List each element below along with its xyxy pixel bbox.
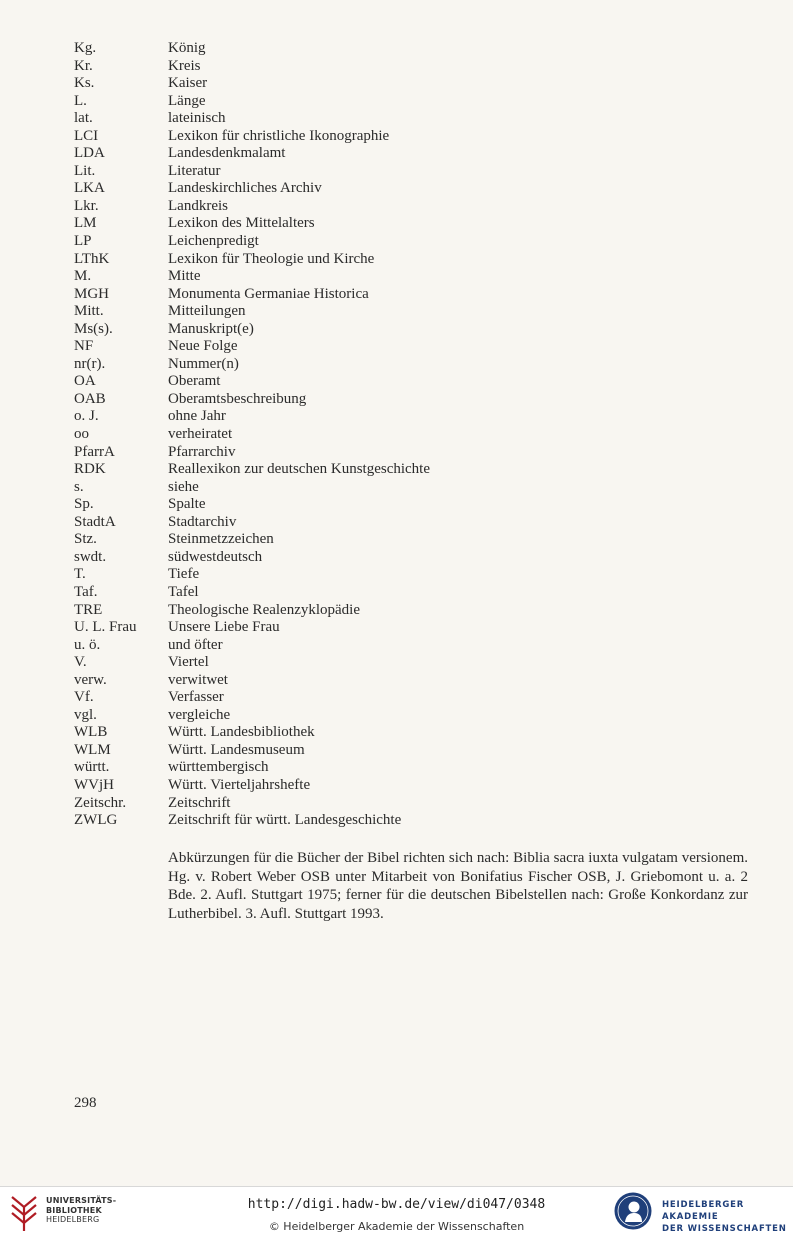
abbreviation-row bbox=[74, 724, 714, 742]
abbreviation-row bbox=[74, 128, 714, 146]
abbreviation-term: Lit. bbox=[74, 162, 96, 179]
abbreviation-meaning: Tiefe bbox=[168, 566, 200, 583]
abbreviation-row bbox=[74, 110, 714, 128]
bible-abbreviation-note: Abkürzungen für die Bücher der Bibel richten sich nach: Biblia sacra iuxta vulgatam versionem. Hg. v. Robert Weber OSB unter Mitarbeit von Bonifatius Fischer OSB, J. Griebomont u. a. 2 Bde. 2. Aufl. Stuttgart 1975; ferner für die deutschen Bibelstellen nach: Große Konkordanz zur Lutherbibel. 3. Aufl. Stuttgart 1993. bbox=[168, 850, 748, 922]
abbreviation-term: u. ö. bbox=[74, 636, 101, 653]
abbreviation-list bbox=[74, 40, 714, 830]
abbreviation-term: Stz. bbox=[74, 531, 97, 548]
abbreviation-term: L. bbox=[74, 92, 87, 109]
permalink-url[interactable]: http://digi.hadw-bw.de/view/di047/0348 bbox=[247, 1197, 546, 1212]
abbreviation-row bbox=[74, 408, 714, 426]
abbreviation-row bbox=[74, 584, 714, 602]
abbreviation-term: PfarrA bbox=[74, 443, 115, 460]
abbreviation-term: LCI bbox=[74, 127, 99, 144]
abbreviation-meaning: Kaiser bbox=[168, 75, 208, 92]
abbreviation-row bbox=[74, 479, 714, 497]
abbreviation-meaning: siehe bbox=[168, 478, 199, 495]
abbreviation-meaning: Landesdenkmalamt bbox=[168, 145, 286, 162]
abbreviation-meaning: Oberamt bbox=[168, 373, 221, 390]
abbreviation-term: Kr. bbox=[74, 57, 93, 74]
abbreviation-meaning: Literatur bbox=[168, 162, 221, 179]
abbreviation-term: LDA bbox=[74, 145, 105, 162]
abbreviation-meaning: Württ. Landesbibliothek bbox=[168, 724, 315, 741]
abbreviation-term: T. bbox=[74, 566, 86, 583]
abbreviation-row bbox=[74, 145, 714, 163]
abbreviation-meaning: verwitwet bbox=[168, 671, 228, 688]
abbreviation-row bbox=[74, 654, 714, 672]
abbreviation-meaning: Lexikon für christliche Ikonographie bbox=[168, 127, 390, 144]
abbreviation-term: OAB bbox=[74, 390, 106, 407]
abbreviation-term: o. J. bbox=[74, 408, 99, 425]
abbreviation-term: MGH bbox=[74, 285, 110, 302]
abbreviation-row bbox=[74, 303, 714, 321]
abbreviation-meaning: Landkreis bbox=[168, 197, 228, 214]
library-name-line2: BIBLIOTHEK bbox=[46, 1205, 102, 1215]
abbreviation-row bbox=[74, 321, 714, 339]
abbreviation-row bbox=[74, 180, 714, 198]
abbreviation-row bbox=[74, 58, 714, 76]
abbreviation-row bbox=[74, 812, 714, 830]
abbreviation-row bbox=[74, 338, 714, 356]
copyright-notice: © Heidelberger Akademie der Wissenschaften bbox=[268, 1220, 525, 1233]
abbreviation-meaning: und öfter bbox=[168, 636, 223, 653]
abbreviation-term: WVjH bbox=[74, 776, 114, 793]
abbreviation-term: s. bbox=[74, 478, 84, 495]
abbreviation-meaning: Lexikon des Mittelalters bbox=[168, 215, 315, 232]
abbreviation-row bbox=[74, 286, 714, 304]
abbreviation-row bbox=[74, 672, 714, 690]
abbreviation-row bbox=[74, 496, 714, 514]
abbreviation-term: Kg. bbox=[74, 40, 97, 56]
abbreviation-meaning: Manuskript(e) bbox=[168, 320, 254, 337]
academy-seal-icon bbox=[613, 1191, 653, 1231]
abbreviation-row bbox=[74, 198, 714, 216]
academy-name[interactable] bbox=[662, 1199, 793, 1235]
abbreviation-row bbox=[74, 759, 714, 777]
abbreviation-term: Zeitschr. bbox=[74, 794, 127, 811]
abbreviation-row bbox=[74, 75, 714, 93]
abbreviation-meaning: Länge bbox=[168, 92, 206, 109]
abbreviation-meaning: Oberamtsbeschreibung bbox=[168, 390, 307, 407]
abbreviation-row bbox=[74, 215, 714, 233]
abbreviation-term: Lkr. bbox=[74, 197, 99, 214]
abbreviation-term: Ks. bbox=[74, 75, 95, 92]
abbreviation-meaning: Theologische Realenzyklopädie bbox=[168, 601, 361, 618]
abbreviation-term: RDK bbox=[74, 461, 106, 478]
page-number: 298 bbox=[74, 1095, 97, 1111]
abbreviation-row bbox=[74, 637, 714, 655]
abbreviation-term: Ms(s). bbox=[74, 320, 113, 337]
abbreviation-row bbox=[74, 233, 714, 251]
abbreviation-term: Sp. bbox=[74, 496, 94, 513]
abbreviation-meaning: Viertel bbox=[168, 654, 209, 671]
abbreviation-term: Mitt. bbox=[74, 303, 104, 320]
abbreviation-term: LM bbox=[74, 215, 97, 232]
abbreviation-term: Taf. bbox=[74, 583, 98, 600]
abbreviation-term: Vf. bbox=[74, 689, 94, 706]
academy-name-line2: DER WISSENSCHAFTEN bbox=[662, 1224, 787, 1234]
abbreviation-meaning: König bbox=[168, 40, 206, 56]
abbreviation-term: V. bbox=[74, 654, 87, 671]
abbreviation-term: StadtA bbox=[74, 513, 116, 530]
abbreviation-row bbox=[74, 391, 714, 409]
abbreviation-row bbox=[74, 514, 714, 532]
abbreviation-row bbox=[74, 742, 714, 760]
abbreviation-row bbox=[74, 163, 714, 181]
abbreviation-row bbox=[74, 566, 714, 584]
abbreviation-term: ZWLG bbox=[74, 812, 118, 829]
abbreviation-meaning: Landeskirchliches Archiv bbox=[168, 180, 322, 197]
abbreviation-row bbox=[74, 689, 714, 707]
abbreviation-row bbox=[74, 602, 714, 620]
abbreviation-meaning: Reallexikon zur deutschen Kunstgeschichte bbox=[168, 461, 431, 478]
abbreviation-term: nr(r). bbox=[74, 355, 106, 372]
abbreviation-meaning: Lexikon für Theologie und Kirche bbox=[168, 250, 375, 267]
abbreviation-meaning: Steinmetzzeichen bbox=[168, 531, 274, 548]
abbreviation-term: M. bbox=[74, 268, 92, 285]
abbreviation-row bbox=[74, 93, 714, 111]
abbreviation-meaning: Unsere Liebe Frau bbox=[168, 619, 280, 636]
abbreviation-row bbox=[74, 444, 714, 462]
abbreviation-row bbox=[74, 531, 714, 549]
abbreviation-term: lat. bbox=[74, 110, 93, 127]
abbreviation-term: NF bbox=[74, 338, 94, 355]
viewer-footer bbox=[0, 1186, 793, 1240]
abbreviation-meaning: Mitte bbox=[168, 268, 201, 285]
abbreviation-term: LP bbox=[74, 233, 92, 250]
abbreviation-term: swdt. bbox=[74, 548, 107, 565]
abbreviation-meaning: Verfasser bbox=[168, 689, 224, 706]
abbreviation-meaning: Stadtarchiv bbox=[168, 513, 237, 530]
abbreviation-row bbox=[74, 795, 714, 813]
abbreviation-term: vgl. bbox=[74, 706, 97, 723]
abbreviation-meaning: vergleiche bbox=[168, 706, 231, 723]
abbreviation-term: WLM bbox=[74, 741, 111, 758]
abbreviation-term: U. L. Frau bbox=[74, 619, 137, 636]
abbreviation-meaning: Pfarrarchiv bbox=[168, 443, 236, 460]
abbreviation-row bbox=[74, 549, 714, 567]
abbreviation-row bbox=[74, 268, 714, 286]
abbreviation-row bbox=[74, 707, 714, 725]
abbreviation-meaning: lateinisch bbox=[168, 110, 226, 127]
abbreviation-meaning: Monumenta Germaniae Historica bbox=[168, 285, 369, 302]
abbreviation-row bbox=[74, 251, 714, 269]
abbreviation-row bbox=[74, 356, 714, 374]
abbreviation-meaning: Kreis bbox=[168, 57, 201, 74]
abbreviation-term: württ. bbox=[74, 759, 110, 776]
abbreviation-row bbox=[74, 461, 714, 479]
abbreviation-meaning: württembergisch bbox=[168, 759, 269, 776]
abbreviation-meaning: ohne Jahr bbox=[168, 408, 226, 425]
abbreviation-term: verw. bbox=[74, 671, 107, 688]
abbreviation-row bbox=[74, 619, 714, 637]
library-name-line3: HEIDELBERG bbox=[46, 1215, 100, 1224]
abbreviation-meaning: Tafel bbox=[168, 583, 199, 600]
abbreviation-meaning: verheiratet bbox=[168, 426, 233, 443]
abbreviation-meaning: Württ. Vierteljahrshefte bbox=[168, 776, 311, 793]
abbreviation-meaning: Württ. Landesmuseum bbox=[168, 741, 305, 758]
abbreviation-term: TRE bbox=[74, 601, 103, 618]
library-name-line1: UNIVERSITÄTS- bbox=[46, 1196, 117, 1205]
abbreviation-term: LKA bbox=[74, 180, 105, 197]
abbreviation-meaning: Nummer(n) bbox=[168, 355, 239, 372]
abbreviation-row bbox=[74, 40, 714, 58]
abbreviation-term: OA bbox=[74, 373, 96, 390]
academy-name-line1: HEIDELBERGER AKADEMIE bbox=[662, 1200, 745, 1222]
abbreviation-row bbox=[74, 373, 714, 391]
abbreviation-meaning: südwestdeutsch bbox=[168, 548, 263, 565]
abbreviation-term: WLB bbox=[74, 724, 108, 741]
abbreviation-meaning: Neue Folge bbox=[168, 338, 238, 355]
abbreviation-meaning: Zeitschrift bbox=[168, 794, 231, 811]
abbreviation-term: LThK bbox=[74, 250, 110, 267]
abbreviation-row bbox=[74, 426, 714, 444]
abbreviation-meaning: Spalte bbox=[168, 496, 206, 513]
abbreviation-meaning: Leichenpredigt bbox=[168, 233, 259, 250]
abbreviation-row bbox=[74, 777, 714, 795]
abbreviation-meaning: Zeitschrift für württ. Landesgeschichte bbox=[168, 812, 402, 829]
abbreviation-term: oo bbox=[74, 426, 89, 443]
abbreviation-meaning: Mitteilungen bbox=[168, 303, 246, 320]
